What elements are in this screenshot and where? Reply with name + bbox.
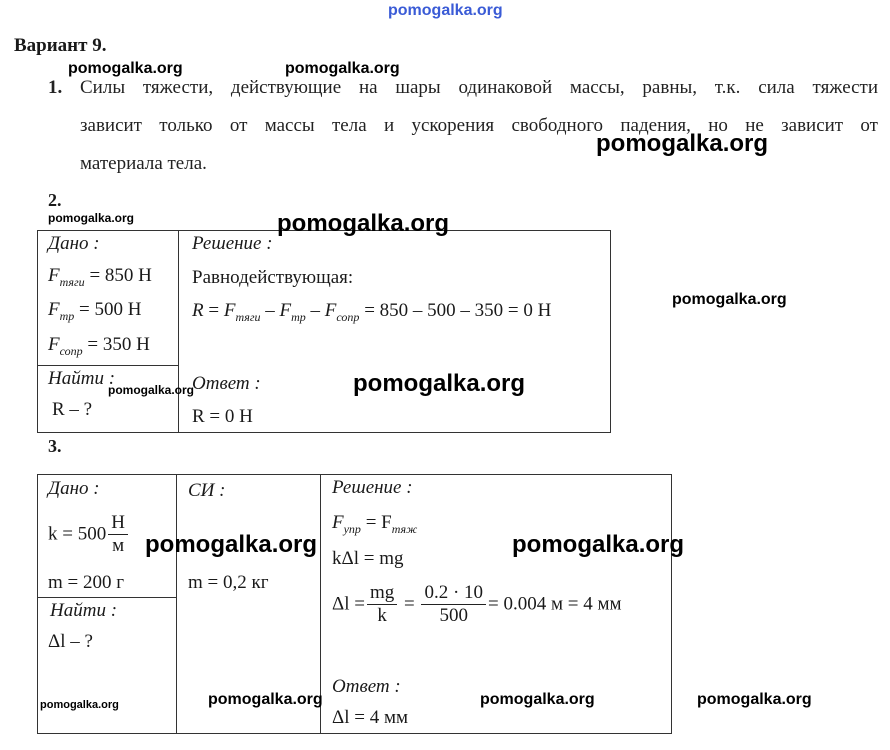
- problem-1-number: 1.: [48, 77, 63, 98]
- p2-given-label: Дано :: [48, 233, 100, 254]
- p3-answer-label: Ответ :: [332, 676, 401, 697]
- watermark-10: pomogalka.org: [512, 531, 685, 558]
- p3-answer-value: Δl = 4 мм: [332, 707, 409, 728]
- watermark-6: pomogalka.org: [672, 291, 787, 308]
- watermark-9: pomogalka.org: [145, 531, 318, 558]
- variant-title: Вариант 9.: [14, 35, 107, 56]
- p3-given-k: k = 500 $\frac{Н}{м}$: [48, 512, 130, 557]
- watermark-11: pomogalka.org: [40, 699, 119, 711]
- problem-1-line-2: зависит только от массы тела и ускорения свободного падения, но не зависит от: [80, 115, 878, 136]
- problem-1-line-1: Силы тяжести, действующие на шары одинаковой массы, равны, т.к. сила тяжести: [80, 77, 878, 98]
- problem-2-divider-h: [37, 365, 179, 366]
- problem-3-number: 3.: [48, 436, 62, 456]
- p2-answer-value: R = 0 Н: [192, 406, 253, 427]
- p2-answer-label: Ответ :: [192, 373, 261, 394]
- problem-2-divider-v: [178, 230, 179, 432]
- watermark-13: pomogalka.org: [480, 691, 595, 708]
- watermark-8: pomogalka.org: [353, 370, 526, 397]
- p3-si-label: СИ :: [188, 480, 226, 501]
- p3-find-label: Найти :: [50, 600, 118, 621]
- problem-3-divider-h: [37, 597, 177, 598]
- p3-eq-result: Δl = $\frac{mg}{k}$ = $\frac{0.2 \cdot 10}{500}$ = 0.004 м = 4 мм: [332, 582, 622, 626]
- watermark-1: pomogalka.org: [68, 60, 183, 77]
- p2-solution-label: Решение :: [192, 233, 273, 254]
- p2-resultant-label: Равнодействующая:: [192, 267, 354, 288]
- watermark-7: pomogalka.org: [108, 383, 195, 397]
- p3-eq-forces: $F_{упр} = F_{тяж}$: [332, 512, 418, 536]
- p2-given-f-friction: $F_{тр} = 500$ Н: [48, 299, 142, 323]
- watermark-14: pomogalka.org: [697, 691, 812, 708]
- problem-3-divider-v1: [176, 474, 177, 733]
- problem-1-line-3: материала тела.: [80, 153, 207, 174]
- p3-given-m: m = 200 г: [48, 572, 125, 593]
- watermark-12: pomogalka.org: [208, 691, 323, 708]
- p2-given-f-traction: $F_{тяги} = 850$ Н: [48, 265, 152, 289]
- watermark-5: pomogalka.org: [277, 210, 450, 237]
- p2-equation: $R = F_{тяги} - F_{тр} - F_{сопр} = 850 - 500 - 350 = 0$ Н: [192, 300, 552, 324]
- p3-si-value: m = 0,2 кг: [188, 572, 269, 593]
- watermark-top: pomogalka.org: [388, 2, 503, 19]
- p2-find-label: Найти :: [48, 368, 116, 389]
- watermark-3: pomogalka.org: [596, 130, 769, 157]
- problem-2-table: [37, 230, 611, 433]
- p3-find-value: Δl – ?: [48, 631, 93, 652]
- watermark-4: pomogalka.org: [48, 211, 135, 225]
- p3-solution-label: Решение :: [332, 477, 413, 498]
- p2-given-f-resistance: $F_{сопр} = 350$ Н: [48, 334, 150, 358]
- p2-find-value: R – ?: [52, 399, 93, 420]
- watermark-2: pomogalka.org: [285, 60, 400, 77]
- p3-eq-hooke: kΔl = mg: [332, 548, 404, 569]
- problem-2-number: 2.: [48, 190, 62, 210]
- p3-given-label: Дано :: [48, 478, 100, 499]
